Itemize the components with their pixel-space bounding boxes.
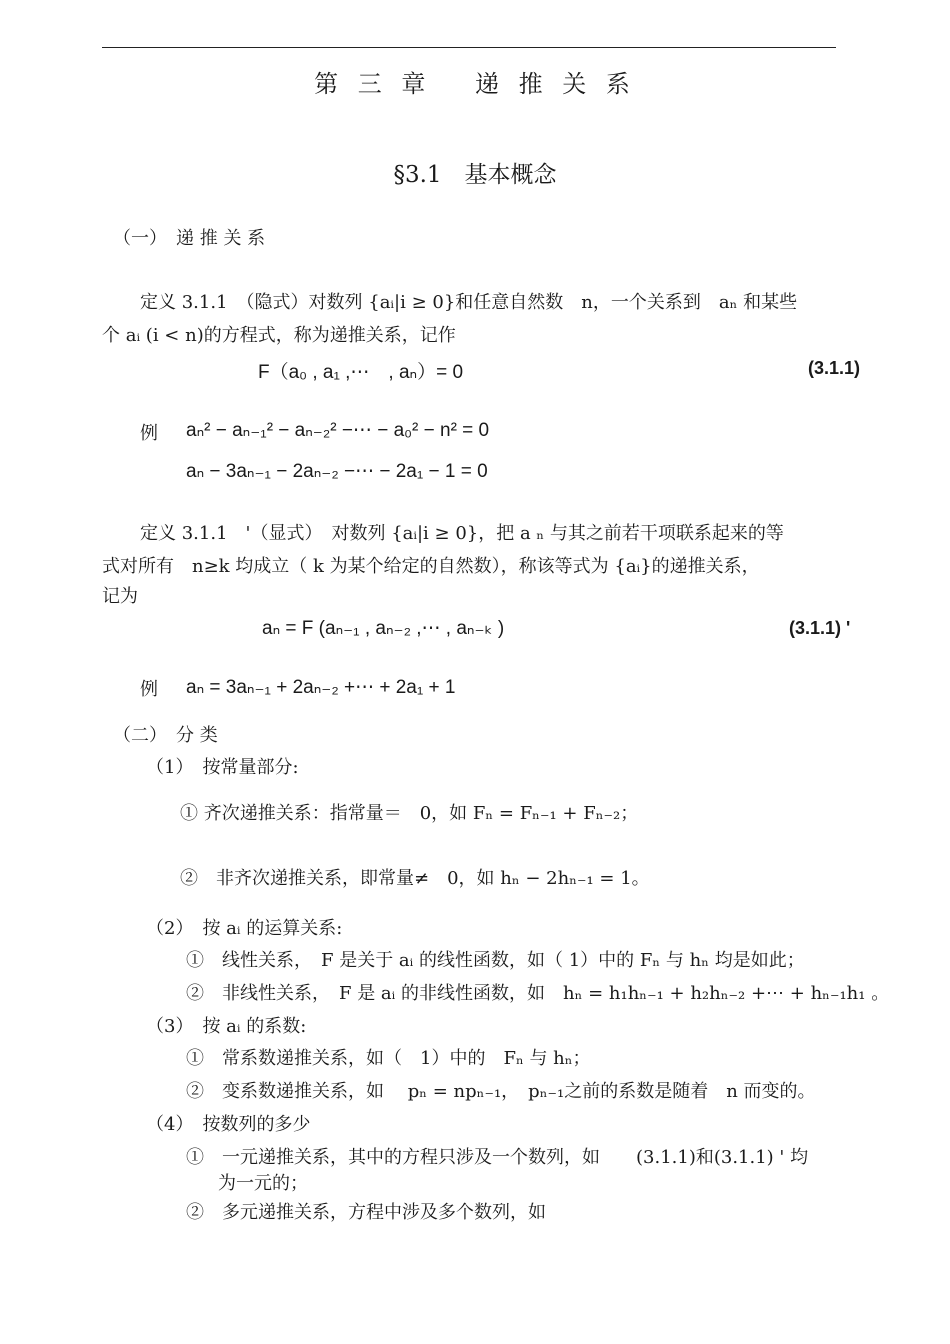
definition-2-line-3: 记为 [102,586,138,607]
equation-3-1-1-prime-number: (3.1.1) ' [789,618,851,638]
example-1-equation-1: aₙ² − aₙ₋₁² − aₙ₋₂² −⋯ − a₀² − n² = 0 [186,420,490,441]
example-1-label: 例 [140,423,158,444]
part1-heading: （一） 递 推 关 系 [113,228,266,249]
category-4-item-2: ② 多元递推关系，方程中涉及多个数列，如 [186,1202,546,1223]
example-2-equation: aₙ = 3aₙ₋₁ + 2aₙ₋₂ +⋯ + 2a₁ + 1 [186,677,456,698]
chapter-title: 第 三 章 递 推 关 系 [314,70,636,98]
category-4-item-1-line-2: 为一元的； [218,1173,308,1194]
equation-3-1-1-number: (3.1.1) [808,358,861,378]
category-2-title: （2） 按 aᵢ 的运算关系: [146,918,343,939]
category-2-item-1: ① 线性关系， F 是关于 aᵢ 的线性函数，如（ 1）中的 Fₙ 与 hₙ 均是如此； [186,950,805,971]
part2-heading: （二） 分 类 [113,725,218,746]
category-3-item-1: ① 常系数递推关系，如（ 1）中的 Fₙ 与 hₙ； [186,1048,591,1069]
category-2-item-2: ② 非线性关系， F 是 aᵢ 的非线性函数，如 hₙ = h₁hₙ₋₁ + h₂hₙ₋₂ +⋯ + hₙ₋₁h₁ 。 [186,983,890,1004]
category-1-item-2: ② 非齐次递推关系，即常量≠ 0，如 hₙ − 2hₙ₋₁ = 1。 [180,868,650,889]
category-1-item-1: ① 齐次递推关系：指常量＝ 0，如 Fₙ = Fₙ₋₁ + Fₙ₋₂； [180,803,639,824]
category-3-item-2: ② 变系数递推关系，如 pₙ = npₙ₋₁， pₙ₋₁之前的系数是随着 n 而变的。 [186,1081,816,1102]
category-4-item-1-line-1: ① 一元递推关系，其中的方程只涉及一个数列，如 (3.1.1)和(3.1.1) ' 均 [186,1147,809,1168]
definition-2-line-2: 式对所有 n≥k 均成立（ k 为某个给定的自然数），称该等式为 {aᵢ}的递推关系， [102,556,760,577]
definition-1-line-1: 定义 3.1.1 （隐式）对数列 {aᵢ|i ≥ 0}和任意自然数 n，一个关系到 aₙ 和某些 [140,292,798,313]
header-rule [102,47,836,48]
definition-2-line-1: 定义 3.1.1 '（显式） 对数列 {aᵢ|i ≥ 0}，把 a ₙ 与其之前若干项联系起来的等 [140,523,784,544]
equation-3-1-1-prime: aₙ = F (aₙ₋₁ , aₙ₋₂ ,⋯ , aₙ₋ₖ ) [262,618,505,639]
definition-1-line-2: 个 aᵢ (i < n)的方程式，称为递推关系，记作 [102,325,456,346]
example-1-equation-2: aₙ − 3aₙ₋₁ − 2aₙ₋₂ −⋯ − 2a₁ − 1 = 0 [186,461,488,482]
category-3-title: （3） 按 aᵢ 的系数: [146,1016,307,1037]
category-4-title: （4） 按数列的多少 [146,1114,311,1135]
equation-3-1-1: F（a₀ , a₁ ,⋯ , aₙ）= 0 [258,362,464,383]
category-1-title: （1） 按常量部分: [146,757,299,778]
example-2-label: 例 [140,679,158,700]
section-title: §3.1 基本概念 [393,162,557,188]
